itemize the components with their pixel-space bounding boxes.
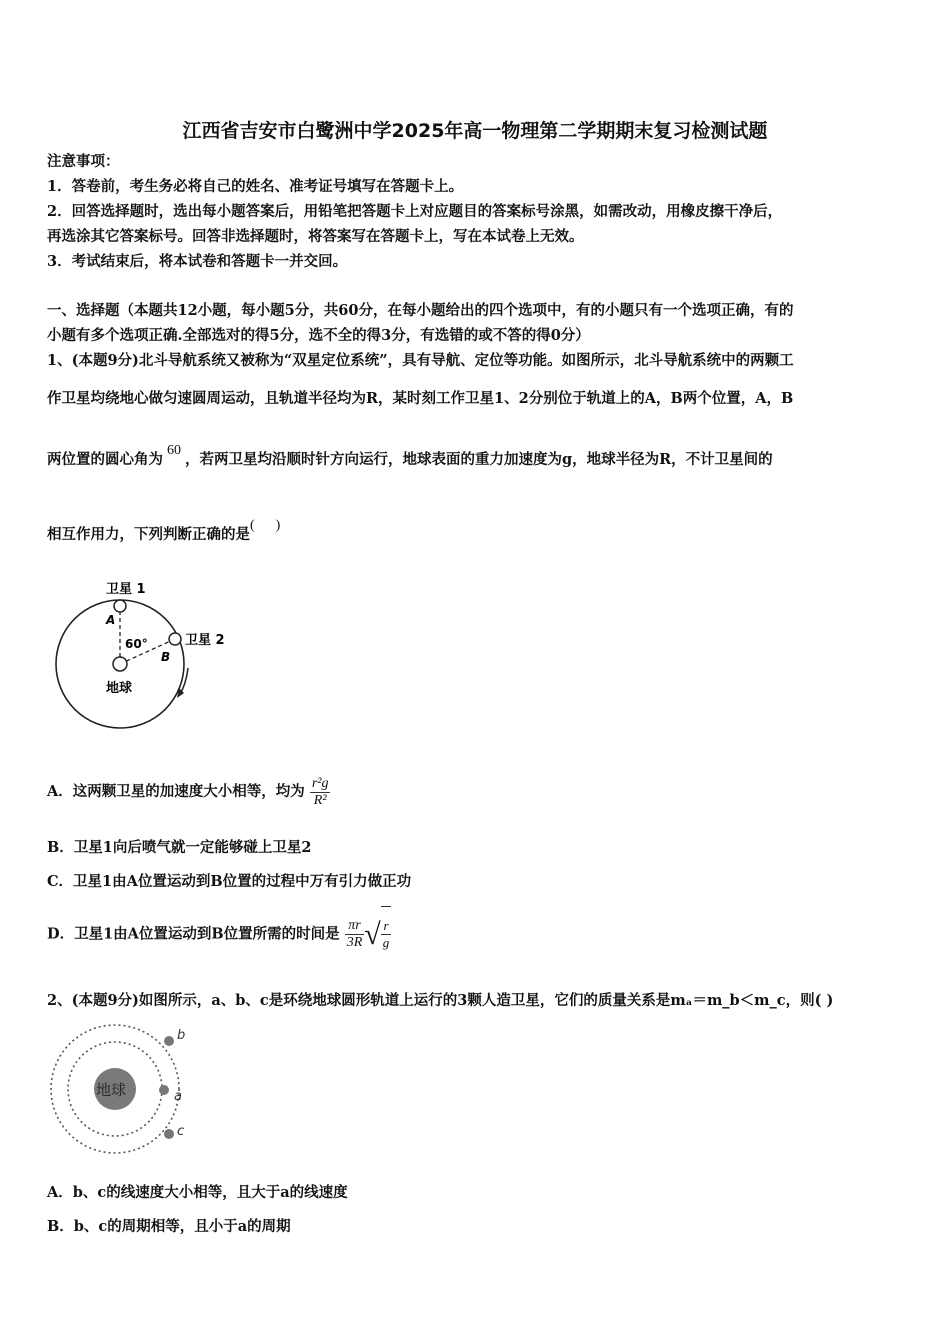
q2-orbit-figure: [44, 1022, 204, 1157]
q1-option-d-sqrt: √ $\frac{r}{g}$: [364, 906, 391, 963]
notice-heading: 注意事项：: [47, 153, 120, 170]
q1-line-1: 1、(本题9分)北斗导航系统又被称为“双星定位系统”，具有导航、定位等功能。如图所示，北斗导航系统中的两颗工: [47, 352, 794, 369]
q1-option-d-den: 3R: [346, 935, 363, 950]
label-b: b: [177, 1028, 186, 1043]
label-earth: 地球: [106, 681, 133, 696]
notice-item-1: 1．答卷前，考生务必将自己的姓名、准考证号填写在答题卡上。: [47, 178, 464, 195]
q1-angle: 60: [167, 443, 181, 458]
q1-option-c: C．卫星1由A位置运动到B位置的过程中万有引力做正功: [47, 873, 412, 890]
q1-option-d-text: D．卫星1由A位置运动到B位置所需的时间是: [47, 925, 340, 943]
q1-option-a-text: A．这两颗卫星的加速度大小相等，均为: [47, 783, 305, 800]
label-a: a: [174, 1089, 182, 1104]
satellite-a: [159, 1085, 169, 1095]
q1-line-3: [47, 443, 773, 471]
satellite-b: [164, 1036, 174, 1046]
q1-line-4-text: 相互作用力，下列判断正确的是: [47, 526, 250, 543]
q1-option-a: [47, 766, 330, 818]
satellite-1: [114, 600, 126, 612]
section-instructions-1: 一、选择题（本题共12小题，每小题5分，共60分，在每小题给出的四个选项中，有的小题只有一个选项正确，有的: [47, 302, 794, 319]
satellite-c: [164, 1129, 174, 1139]
notice-item-2: 2．回答选择题时，选出每小题答案后，用铅笔把答题卡上对应题目的答案标号涂黑，如需改动，用橡皮擦干净后，: [47, 203, 783, 220]
q1-option-d-num: πr: [345, 918, 365, 935]
page-title: 江西省吉安市白鹭洲中学2025年高一物理第二学期期末复习检测试题: [182, 120, 768, 142]
label-sat1: 卫星 1: [106, 582, 146, 597]
q1-answer-paren: ( ): [250, 518, 281, 533]
q1-option-d-sqrt-den: g: [382, 935, 390, 951]
label-b: B: [161, 650, 171, 664]
q1-line-3-post: ，若两卫星均沿顺时针方向运行，地球表面的重力加速度为g，地球半径为R，不计卫星间的: [185, 451, 773, 468]
label-a: A: [106, 613, 116, 627]
label-sat2: 卫星 2: [185, 633, 225, 648]
satellite-2: [169, 633, 181, 645]
label-c: c: [177, 1124, 185, 1139]
label-angle: 60°: [125, 637, 148, 651]
q1-line-2: 作卫星均绕地心做匀速圆周运动，且轨道半径均为R，某时刻工作卫星1、2分别位于轨道上的A，B两个位置，A，B: [47, 390, 794, 407]
q1-option-d-sqrt-num: r: [381, 918, 392, 935]
q1-option-d: [47, 906, 391, 962]
q1-option-a-den: R²: [313, 792, 327, 808]
q1-option-d-fraction: [345, 918, 365, 951]
notice-item-3: 3．考试结束后，将本试卷和答题卡一并交回。: [47, 253, 348, 270]
label-earth: 地球: [96, 1081, 127, 1099]
q2-line-1: 2、(本题9分)如图所示，a、b、c是环绕地球圆形轨道上运行的3颗人造卫星，它们的质量关系是mₐ＝m_b＜m_c，则( ): [47, 992, 834, 1009]
q1-orbit-figure: [48, 572, 248, 737]
q2-option-b: B．b、c的周期相等，且小于a的周期: [47, 1218, 291, 1235]
q1-line-4: [47, 518, 281, 546]
q2-option-a: A．b、c的线速度大小相等，且大于a的线速度: [47, 1184, 348, 1201]
q1-option-a-num: r²g: [311, 775, 329, 791]
q1-line-3-pre: 两位置的圆心角为: [47, 451, 163, 468]
q1-option-b: B．卫星1向后喷气就一定能够碰上卫星2: [47, 839, 312, 856]
q1-option-a-formula: [310, 776, 331, 809]
earth-center: [113, 657, 127, 671]
section-instructions-2: 小题有多个选项正确.全部选对的得5分，选不全的得3分，有选错的或不答的得0分）: [47, 327, 590, 344]
notice-item-2-cont: 再选涂其它答案标号。回答非选择题时，将答案写在答题卡上，写在本试卷上无效。: [47, 228, 584, 245]
